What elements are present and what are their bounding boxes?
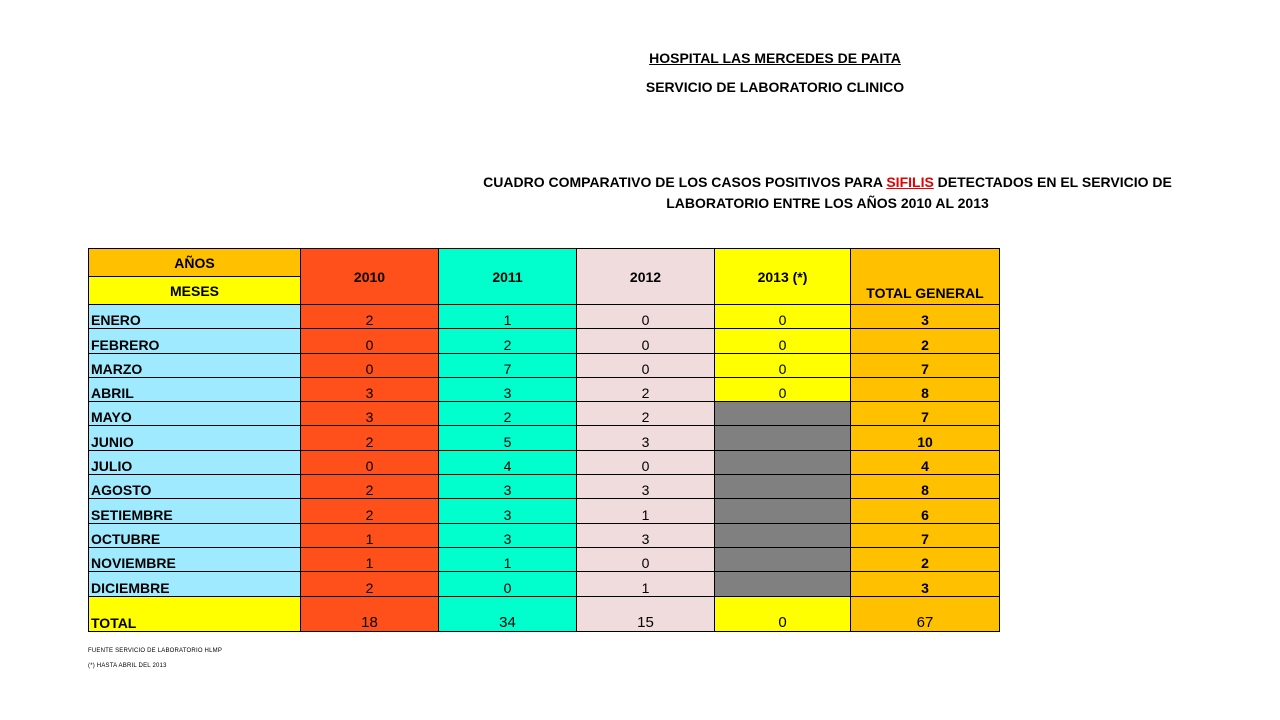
table-row xyxy=(89,572,1000,596)
table-row xyxy=(89,523,1000,547)
row-total-cell: 2 xyxy=(851,329,1000,353)
caption-text-before: CUADRO COMPARATIVO DE LOS CASOS POSITIVOS PARA xyxy=(483,174,887,190)
value-2013-cell: 0 xyxy=(715,377,851,401)
empty-2013-cell xyxy=(715,426,851,450)
month-cell: ABRIL xyxy=(89,377,301,401)
value-2012-cell: 1 xyxy=(577,499,715,523)
month-cell: FEBRERO xyxy=(89,329,301,353)
value-2011-cell: 3 xyxy=(439,475,577,499)
value-2010-cell: 3 xyxy=(301,402,439,426)
value-2012-cell: 0 xyxy=(577,305,715,329)
table-row xyxy=(89,450,1000,474)
table-row xyxy=(89,547,1000,571)
row-total-cell: 2 xyxy=(851,547,1000,571)
month-cell: OCTUBRE xyxy=(89,523,301,547)
value-2011-cell: 5 xyxy=(439,426,577,450)
value-2011-cell: 1 xyxy=(439,305,577,329)
cases-table xyxy=(88,248,1000,632)
value-2012-cell: 0 xyxy=(577,353,715,377)
row-total-cell: 8 xyxy=(851,377,1000,401)
month-cell: JULIO xyxy=(89,450,301,474)
value-2011-cell: 3 xyxy=(439,499,577,523)
table-row xyxy=(89,329,1000,353)
value-2010-cell: 2 xyxy=(301,572,439,596)
value-2011-cell: 3 xyxy=(439,377,577,401)
month-cell: ENERO xyxy=(89,305,301,329)
row-total-cell: 4 xyxy=(851,450,1000,474)
value-2012-cell: 0 xyxy=(577,547,715,571)
table-row xyxy=(89,377,1000,401)
col-header-2010: 2010 xyxy=(301,249,439,305)
total-2010-cell: 18 xyxy=(301,596,439,631)
value-2012-cell: 3 xyxy=(577,475,715,499)
empty-2013-cell xyxy=(715,402,851,426)
value-2010-cell: 2 xyxy=(301,475,439,499)
footnote: (*) HASTA ABRIL DEL 2013 xyxy=(88,663,167,669)
table-row xyxy=(89,475,1000,499)
value-2011-cell: 2 xyxy=(439,402,577,426)
table-row xyxy=(89,305,1000,329)
value-2011-cell: 0 xyxy=(439,572,577,596)
hospital-title: HOSPITAL LAS MERCEDES DE PAITA xyxy=(649,50,901,66)
value-2010-cell: 0 xyxy=(301,450,439,474)
value-2012-cell: 3 xyxy=(577,426,715,450)
table-row xyxy=(89,402,1000,426)
month-cell: MARZO xyxy=(89,353,301,377)
years-label: AÑOS xyxy=(89,249,301,277)
value-2012-cell: 2 xyxy=(577,377,715,401)
month-cell: AGOSTO xyxy=(89,475,301,499)
row-total-cell: 7 xyxy=(851,523,1000,547)
col-header-total: TOTAL GENERAL xyxy=(851,249,1000,305)
caption-highlight: SIFILIS xyxy=(886,174,934,190)
total-label: TOTAL xyxy=(89,596,301,631)
table-caption xyxy=(440,172,1215,214)
month-cell: SETIEMBRE xyxy=(89,499,301,523)
value-2012-cell: 1 xyxy=(577,572,715,596)
col-header-2012: 2012 xyxy=(577,249,715,305)
value-2010-cell: 0 xyxy=(301,329,439,353)
value-2012-cell: 0 xyxy=(577,329,715,353)
total-row xyxy=(89,596,1000,631)
table-row xyxy=(89,353,1000,377)
col-header-2013: 2013 (*) xyxy=(715,249,851,305)
empty-2013-cell xyxy=(715,499,851,523)
empty-2013-cell xyxy=(715,547,851,571)
row-total-cell: 3 xyxy=(851,572,1000,596)
row-total-cell: 6 xyxy=(851,499,1000,523)
value-2010-cell: 2 xyxy=(301,305,439,329)
month-cell: JUNIO xyxy=(89,426,301,450)
value-2011-cell: 4 xyxy=(439,450,577,474)
table-row xyxy=(89,499,1000,523)
value-2011-cell: 3 xyxy=(439,523,577,547)
value-2010-cell: 2 xyxy=(301,499,439,523)
value-2012-cell: 0 xyxy=(577,450,715,474)
value-2013-cell: 0 xyxy=(715,353,851,377)
row-total-cell: 10 xyxy=(851,426,1000,450)
month-cell: DICIEMBRE xyxy=(89,572,301,596)
grand-total-cell: 67 xyxy=(851,596,1000,631)
service-title: SERVICIO DE LABORATORIO CLINICO xyxy=(645,79,905,95)
empty-2013-cell xyxy=(715,475,851,499)
empty-2013-cell xyxy=(715,572,851,596)
value-2013-cell: 0 xyxy=(715,329,851,353)
value-2011-cell: 7 xyxy=(439,353,577,377)
value-2012-cell: 2 xyxy=(577,402,715,426)
row-total-cell: 8 xyxy=(851,475,1000,499)
value-2011-cell: 2 xyxy=(439,329,577,353)
total-2013-cell: 0 xyxy=(715,596,851,631)
empty-2013-cell xyxy=(715,450,851,474)
value-2010-cell: 0 xyxy=(301,353,439,377)
caption-text-after: DETECTADOS EN EL SERVICIO DE LABORATORIO ENTRE LOS AÑOS 2010 AL 2013 xyxy=(666,174,1172,211)
col-header-2011: 2011 xyxy=(439,249,577,305)
value-2012-cell: 3 xyxy=(577,523,715,547)
table-row xyxy=(89,426,1000,450)
source-note: FUENTE SERVICIO DE LABORATORIO HLMP xyxy=(88,648,223,654)
row-total-cell: 7 xyxy=(851,402,1000,426)
empty-2013-cell xyxy=(715,523,851,547)
month-cell: NOVIEMBRE xyxy=(89,547,301,571)
value-2010-cell: 2 xyxy=(301,426,439,450)
total-2011-cell: 34 xyxy=(439,596,577,631)
value-2011-cell: 1 xyxy=(439,547,577,571)
months-label: MESES xyxy=(89,277,301,305)
total-2012-cell: 15 xyxy=(577,596,715,631)
row-total-cell: 7 xyxy=(851,353,1000,377)
value-2013-cell: 0 xyxy=(715,305,851,329)
row-total-cell: 3 xyxy=(851,305,1000,329)
month-cell: MAYO xyxy=(89,402,301,426)
value-2010-cell: 1 xyxy=(301,547,439,571)
value-2010-cell: 3 xyxy=(301,377,439,401)
value-2010-cell: 1 xyxy=(301,523,439,547)
